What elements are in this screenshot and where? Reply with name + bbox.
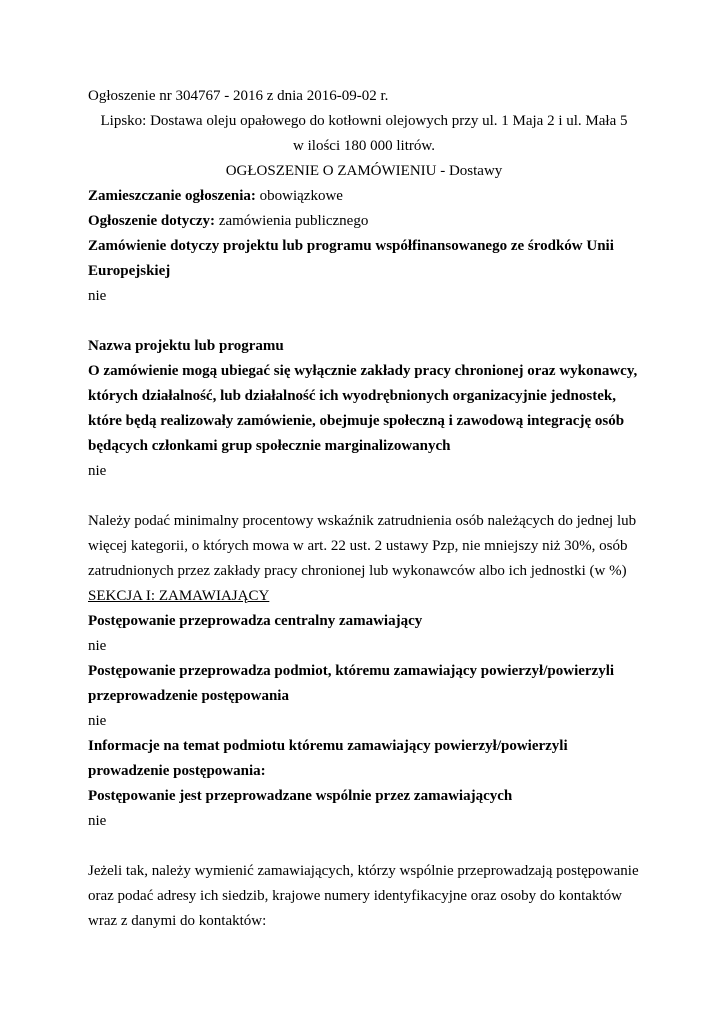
spacer — [88, 834, 640, 859]
section-heading[interactable] — [88, 584, 640, 609]
notice-number: Ogłoszenie nr 304767 - 2016 z dnia 2016-09-02 r. — [88, 88, 389, 104]
spacer — [88, 484, 640, 509]
concerns-row — [88, 209, 640, 234]
section-1-link[interactable]: SEKCJA I: ZAMAWIAJĄCY — [88, 588, 270, 604]
joint-procurement-label: Postępowanie jest przeprowadzane wspólnie przez zamawiających — [88, 788, 513, 804]
eu-funding-value: nie — [88, 288, 107, 304]
central-buyer-value: nie — [88, 638, 107, 654]
sheltered-value: nie — [88, 463, 107, 479]
eu-funding-label: Zamówienie dotyczy projektu lub programu współfinansowanego ze środków Unii Europejskiej — [88, 238, 614, 279]
entrusted-entity-value: nie — [88, 713, 107, 729]
publication-row — [88, 184, 640, 209]
concerns-value: zamówienia publicznego — [218, 213, 369, 229]
project-name-label: Nazwa projektu lub programu — [88, 338, 284, 354]
spacer — [88, 309, 640, 334]
central-buyer-label: Postępowanie przeprowadza centralny zamawiający — [88, 613, 423, 629]
sheltered-label: O zamówienie mogą ubiegać się wyłącznie zakłady pracy chronionej oraz wykonawcy, których działalność, lub działalność ich wyodrębnionych organizacyjnie jednostek, które będą realizowały zamówienie, obejmuje społeczną i zawodową integrację osób będących członkami grup społecznie marginalizowanych — [88, 363, 638, 454]
entrusted-entity-label: Postępowanie przeprowadza podmiot, któremu zamawiający powierzył/powierzyli przeprowadzenie postępowania — [88, 663, 615, 704]
joint-procurement-text: Jeżeli tak, należy wymienić zamawiających, którzy wspólnie przeprowadzają postępowanie oraz podać adresy ich siedzib, krajowe numery identyfikacyjne oraz osoby do kontaktów wraz z danymi do kontaktów: — [88, 863, 639, 929]
publication-value: obowiązkowe — [259, 188, 343, 204]
concerns-label: Ogłoszenie dotyczy: — [88, 213, 216, 229]
publication-label: Zamieszczanie ogłoszenia: — [88, 188, 256, 204]
notice-subtitle: OGŁOSZENIE O ZAMÓWIENIU - Dostawy — [225, 163, 503, 179]
joint-procurement-value: nie — [88, 813, 107, 829]
notice-title: Lipsko: Dostawa oleju opałowego do kotłowni olejowych przy ul. 1 Maja 2 i ul. Mała 5 w ilości 180 000 litrów. — [100, 113, 628, 154]
entity-info-label: Informacje na temat podmiotu któremu zamawiający powierzył/powierzyli prowadzenie postępowania: — [88, 738, 568, 779]
employment-text: Należy podać minimalny procentowy wskaźnik zatrudnienia osób należących do jednej lub więcej kategorii, o których mowa w art. 22 ust. 2 ustawy Pzp, nie mniejszy niż 30%, osób zatrudnionych przez zakłady pracy chronionej lub wykonawców albo ich jednostki (w %) — [88, 513, 637, 579]
document-page — [88, 84, 640, 934]
